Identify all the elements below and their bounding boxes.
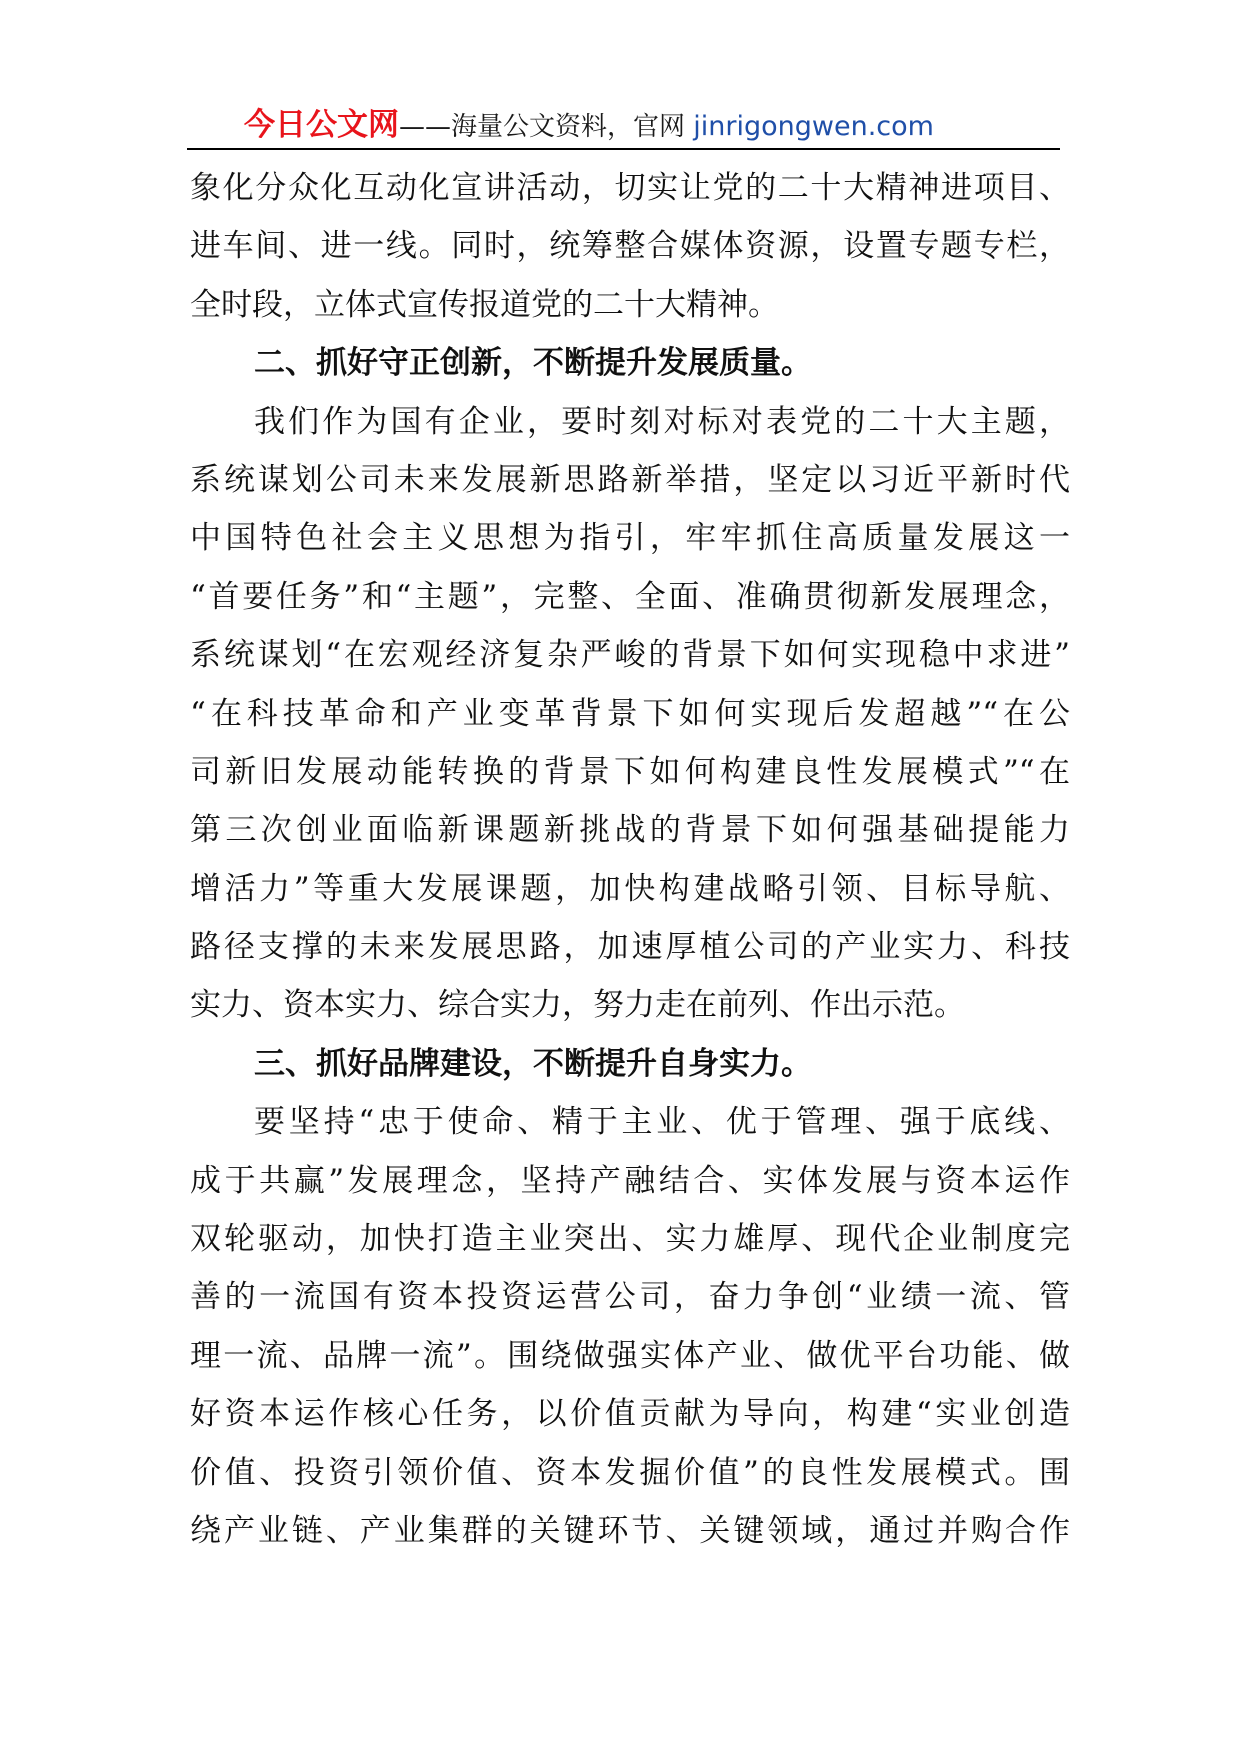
text-line: 要坚持“忠于使命、精于主业、优于管理、强于底线、 (254, 1104, 1070, 1141)
text-line: 象化分众化互动化宣讲活动，切实让党的二十大精神进项目、 (190, 170, 1070, 206)
text-line: 善的一流国有资本投资运营公司，奋力争创“业绩一流、管 (190, 1279, 1070, 1316)
text-line: 系统谋划公司未来发展新思路新举措，坚定以习近平新时代 (190, 461, 1070, 498)
section-heading: 三、抓好品牌建设，不断提升自身实力。 (254, 1045, 812, 1082)
document-body (190, 159, 1070, 1560)
brand-name: 今日公文网 (244, 107, 399, 143)
text-line: 路径支撑的未来发展思路，加速厚植公司的产业实力、科技 (190, 929, 1070, 966)
text-line: 系统谋划“在宏观经济复杂严峻的背景下如何实现稳中求进” (190, 637, 1070, 674)
text-line: 我们作为国有企业，要时刻对标对表党的二十大主题， (254, 403, 1070, 440)
site-url: jinrigongwen.com (693, 111, 934, 142)
header-tagline: ——海量公文资料，官网 (399, 112, 694, 142)
text-line: 成于共赢”发展理念，坚持产融结合、实体发展与资本运作 (190, 1162, 1070, 1199)
text-line: 进车间、进一线。同时，统筹整合媒体资源，设置专题专栏， (190, 228, 1070, 265)
text-line: “在科技革命和产业变革背景下如何实现后发超越”“在公 (190, 695, 1070, 732)
header-divider (187, 148, 1060, 150)
text-line: 中国特色社会主义思想为指引，牢牢抓住高质量发展这一 (190, 520, 1070, 557)
text-line: 第三次创业面临新课题新挑战的背景下如何强基础提能力 (190, 812, 1070, 849)
text-line: “首要任务”和“主题”，完整、全面、准确贯彻新发展理念， (190, 578, 1070, 615)
text-line: 价值、投资引领价值、资本发掘价值”的良性发展模式。围 (190, 1454, 1070, 1491)
text-line: 实力、资本实力、综合实力，努力走在前列、作出示范。 (190, 987, 965, 1024)
text-line: 理一流、品牌一流”。围绕做强实体产业、做优平台功能、做 (190, 1337, 1070, 1374)
text-line: 司新旧发展动能转换的背景下如何构建良性发展模式”“在 (190, 753, 1070, 790)
text-line: 好资本运作核心任务，以价值贡献为导向，构建“实业创造 (190, 1396, 1070, 1433)
text-line: 增活力”等重大发展课题，加快构建战略引领、目标导航、 (190, 870, 1070, 907)
page-header (244, 104, 934, 146)
section-heading: 二、抓好守正创新，不断提升发展质量。 (254, 345, 812, 382)
text-line: 双轮驱动，加快打造主业突出、实力雄厚、现代企业制度完 (190, 1221, 1070, 1258)
text-line: 绕产业链、产业集群的关键环节、关键领域，通过并购合作 (190, 1512, 1070, 1549)
text-line: 全时段，立体式宣传报道党的二十大精神。 (190, 286, 779, 323)
